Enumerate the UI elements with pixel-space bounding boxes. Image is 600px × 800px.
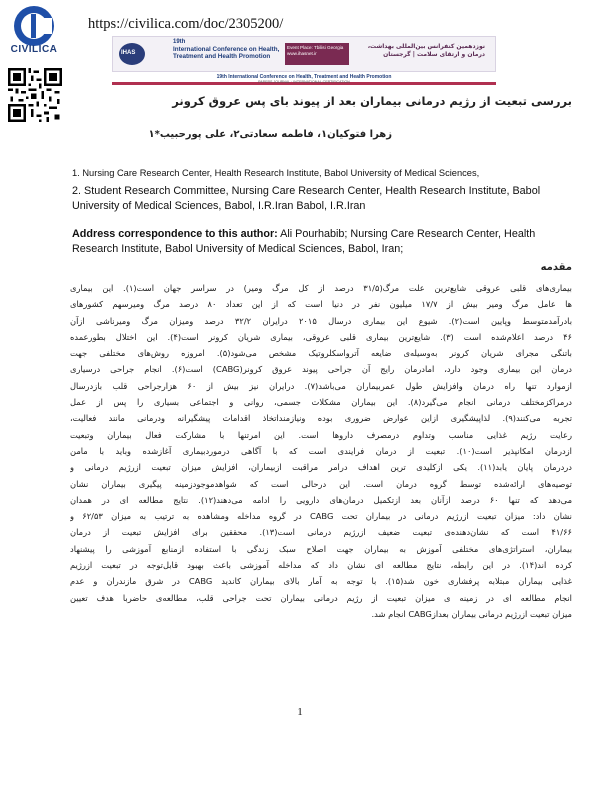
body-line: می‌دهد که تنها ۶۰ درصد ازآنان بعد ازتکمیل درمان‌های دارویی را ادامه می‌دهند(۱۲). نتایج مطالعه ای در همدان bbox=[70, 494, 572, 505]
body-line: باتنگی مجرای شریان کرونر به‌وسیله‌ی ضایعه آترواسکلروتیک مشخص می‌شود(۵). امروزه روش‌های مختلفی جهت bbox=[70, 348, 572, 359]
affiliation-2: 2. Student Research Committee, Nursing Care Research Center, Health Research Institute, Babol University of Medical Sciences, Babol, I.R.Iran Babol, I.R.Iran bbox=[72, 185, 541, 212]
body-line: ازموارد تنها راه درمان وافزایش طول عمربیماران می‌باشد(۷). درایران نیز بیش از ۶۰ هزارجراحی قلب بازدرسال bbox=[70, 380, 572, 391]
correspondence-label: Address correspondence to this author: bbox=[72, 228, 278, 240]
body-line: انجام مطالعه ای در زمینه ی میزان تبعیت از رژیم درمانی بیماران تحت جراحی قلب، مطالعه‌ی حاضربا هدف تعیین bbox=[70, 592, 572, 603]
conference-title-en: International Conference on Health, Treatment and Health Promotion bbox=[173, 46, 280, 60]
document-url[interactable]: https://civilica.com/doc/2305200/ bbox=[88, 16, 284, 32]
body-line: ۴۶ درصد اعلام‌شده است (۳). شایع‌ترین بیماری قلبی عروقی، بیماری شریان کرونر است(۴). این اختلال بطورعمده bbox=[70, 331, 572, 342]
body-line: میزان تبعیت ازرژیم درمانی بیماران بعدازCABG انجام شد. bbox=[371, 608, 572, 619]
conference-venue-text: Event Place: Tbilisi Georgia www.ihasnet.ir bbox=[287, 45, 344, 56]
body-line: ها عامل مرگ ومیر بیش از ۱۷/۷ میلیون نفر در دنیا است که از این تعداد ۸۰ درصد مرگ ومیرسهم کشورهای bbox=[70, 299, 572, 310]
body-line: بیماری‌های قلبی عروقی شایع‌ترین علت مرگ(۳۱/۵ درصد از کل مرگ ومیر) در سراسر جهان است(۱). این بیماری bbox=[70, 283, 572, 293]
correspondence-text: Ali Pourhabib; Nursing Care Research Center, Health Research Institute, Babol University of Medical Sciences, Babol, Iran; bbox=[72, 228, 536, 255]
body-line: نشان داد: میزان تبعیت ازرژیم درمانی در بیماران تحت CABG در گروه مداخله ومشاهده به ترتیب به میزان ۶۲/۵۳ و bbox=[70, 511, 572, 522]
body-line: دردرمان پایان یابد(۱۱). یکی ازکلیدی ترین اهداف درامر مراقبت ازبیماران، افزایش میزان تبعیت ازرژیم درمانی و bbox=[70, 462, 572, 473]
body-line: رعایت رژیم غذایی مناسب وتداوم درمصرف داروها است. این امرتنها با مشارکت فعال بیماران وتبعیت bbox=[70, 429, 572, 440]
conference-logo-label: IHAS bbox=[121, 50, 136, 56]
body-paragraph bbox=[70, 280, 572, 622]
conference-title-fa: نوزدهمین کنفرانس بین‌المللی بهداشت، درمان و ارتقای سلامت | گرجستان bbox=[367, 43, 485, 58]
conference-venue-box bbox=[285, 43, 349, 65]
body-line: تجربه می‌کنند(۹). لذاپیشگیری ازاین عوارض ضروری بوده ونیازمنداتخاذ اقدامات پیشگیرانه ودرمانی مانند فعالیت، bbox=[70, 413, 572, 424]
conference-strip: 19th International Conference on Health, Treatment and Health Promotion bbox=[216, 74, 392, 80]
conference-strip-sub: PAPERS JOURNAL · INTERNATIONAL CERTIFICATION bbox=[258, 80, 350, 84]
correspondence bbox=[72, 227, 582, 257]
body-line: بیماران، استراتژی‌های مختلفی آموزش به بیماران جهت اصلاح سبک زندگی با استفاده ازمنابع آموزشی را پیشنهاد bbox=[70, 543, 572, 554]
body-line: ازدرمان امکانپذیر است(۱۰). تبعیت از درمان فرایندی است که با آگاهی درموردبیماری آغازشده وباید با مامن bbox=[70, 445, 572, 456]
section-heading: مقدمه bbox=[540, 262, 572, 273]
body-line: درمراکزمختلف درمانی انجام می‌گیرد(۸). این بیماران مشکلات جسمی، روانی و اجتماعی بسیاری را پس از عمل bbox=[70, 397, 572, 408]
page-number: 1 bbox=[297, 706, 303, 718]
body-line: ۴۱/۶۶ است که نشان‌دهنده‌ی تبعیت ضعیف ازرژیم درمانی است(۱۳). محققین برای افزایش تبعیت از درمان bbox=[70, 527, 572, 538]
body-line: بادرآمدمتوسط وپایین است(۲). شیوع این بیماری درسال ۲۰۱۵ درایران ۳۲/۲ درصد ومیزان مرگ ومیرناشی ازآن bbox=[70, 315, 572, 326]
banner-box bbox=[112, 36, 496, 72]
body-line: غذایی بیماران مبتلابه پرفشاری خون شد(۱۵). با توجه به آمار بالای بیماران کاندید CABG در شرق مازندران و عدم bbox=[70, 576, 572, 587]
body-line: درمان این بیماری وجود دارد، امادرمان رایج آن جراحی پیوند عروق کرونر(CABG) است(۶). انجام جراحی درسیاری bbox=[70, 364, 572, 375]
conference-banner bbox=[112, 36, 496, 85]
qr-code-icon bbox=[8, 68, 62, 122]
author-list: زهرا فتوکیان۱، فاطمه سعادتی۲، علی پورحبیب*۱ bbox=[148, 129, 392, 140]
conference-edition: 19th bbox=[173, 39, 186, 45]
civilica-logo-text: CIVILICA bbox=[10, 44, 58, 55]
affiliation-1: 1. Nursing Care Research Center, Health Research Institute, Babol University of Medical Sciences, bbox=[72, 168, 480, 178]
paper-title: بررسی تبعیت از رژیم درمانی بیماران بعد از پیوند بای پس عروق کرونر bbox=[172, 94, 572, 108]
body-line: توصیه‌های ارائه‌شده توسط گروه درمان است. این درحالی است که شواهدموجودزمینه پیگیری بیماران نشان bbox=[70, 478, 572, 489]
body-line: کرده اند(۱۴). در این رابطه، نتایج مطالعه ای نشان داد که مداخله آموزشی باعث بهبود قابل‌توجه در تبعیت ازرژیم bbox=[70, 560, 572, 571]
